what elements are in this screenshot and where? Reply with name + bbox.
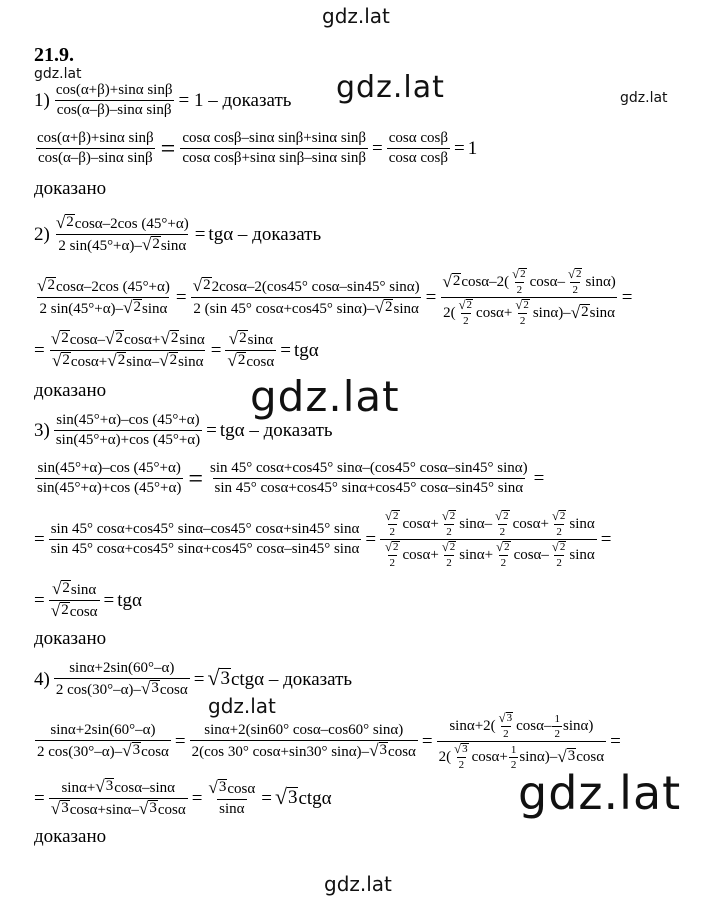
done-label: доказано xyxy=(34,178,107,199)
done-label: доказано xyxy=(34,628,107,649)
problem-label: 4) xyxy=(34,668,50,690)
problem-label: 3) xyxy=(34,419,50,441)
problem-label: 2) xyxy=(34,223,50,245)
exercise-number: 21.9. xyxy=(34,44,74,66)
problem-2-solution-line-1: √ 2 cosα–2cos (45°+α) 2 sin(45°+α)– √ 2 sinα = √ 2 2cosα–2(cos45° cosα–sin45° sinα) 2 (sin 45° cosα+cos45° sinα)– √ 2 sinα = √ 2 cosα–2( √ 2 2 cosα– √ 2 2 sinα) 2( √ 2 2 cosα+ √ 2 2 sinα)– √ 2 sinα = xyxy=(37,267,633,327)
problem-4-solution-line-1: sinα+2sin(60°–α) 2 cos(30°–α)– √ 3 cosα = sinα+2(sin60° cosα–cos60° sinα) 2(cos 30° cosα+sin30° sinα)– √ 3 cosα = sinα+2( √ 3 2 cosα– $\frac{1}{2}$ sinα) 2( √ 3 2 cosα+ $\frac{1}{2}$ sinα)– √ 3 cosα = xyxy=(37,711,621,771)
problem-2-statement: 2) √ 2 cosα–2cos (45°+α) 2 sin(45°+α)– √ 2 sinα = tgα – доказать xyxy=(34,213,322,254)
problem-2-solution-line-2: = √ 2 cosα– √ 2 cosα+ √ 2 sinα √ 2 cosα+ √ 2 sinα– √ 2 sinα = √ 2 sinα √ 2 cosα = tgα xyxy=(34,329,319,370)
problem-4-solution-line-2: = sinα+ √ 3 cosα–sinα √ 3 cosα+sinα– √ 3 cosα = √ 3 cosα sinα = √ 3 ctgα xyxy=(34,777,332,818)
problem-1-solution: $\frac{\text{cos(α+β)+sinα sinβ}}{\text{cos(α–β)–sinα sinβ}}$ = $\frac{\text{cosα cosβ–sinα sinβ+sinα sinβ}}{\text{cosα cosβ+sinα sinβ–sinα sinβ}}$ = $\frac{\text{cosα cosβ}}{\text{cosα cosβ}}$ = 1 xyxy=(37,130,478,166)
watermark: gdz.lat xyxy=(620,90,668,106)
problem-3-solution-line-1: $\frac{\sin(45^\circ+\alpha)-\cos (45^\circ+\alpha)}{\sin(45^\circ+\alpha)+\cos (45^\circ+\alpha)}$ = $\frac{\sin 45^\circ \cos\alpha+\cos 45^\circ \sin\alpha-(\cos 45^\circ \cos\alpha-\sin 45^\circ \sin\alpha)}{\sin 45^\circ \cos\alpha+\cos 45^\circ \sin\alpha+\cos 45^\circ \cos\alpha-\sin 45^\circ \sin\alpha}$ = xyxy=(37,460,545,496)
problem-3-solution-line-2: = $\frac{\sin 45^\circ \cos\alpha+\cos 45^\circ \sin\alpha-\cos 45^\circ \cos\alpha+\sin 45^\circ \sin\alpha}{\sin 45^\circ \cos\alpha+\cos 45^\circ \sin\alpha+\cos 45^\circ \cos\alpha-\sin 45^\circ \sin\alpha}$ = √ 2 2 cosα+ √ 2 2 sinα– √ 2 2 cosα+ √ 2 2 sinα √ 2 2 cosα+ √ 2 2 sinα+ √ 2 2 cosα– √ 2 2 sinα = xyxy=(34,509,612,569)
watermark: gdz.lat xyxy=(518,766,682,820)
done-label: доказано xyxy=(34,826,107,847)
watermark: gdz.lat xyxy=(324,872,392,896)
watermark: gdz.lat xyxy=(336,70,445,105)
done-label: доказано xyxy=(34,380,107,401)
problem-3-solution-line-3: = √ 2 sinα √ 2 cosα = tgα xyxy=(34,579,142,620)
watermark: gdz.lat xyxy=(34,66,82,82)
problem-label: 1) xyxy=(34,89,50,111)
watermark: gdz.lat xyxy=(208,694,276,718)
problem-1-statement: 1) $\frac{\text{cos(α+β)+sinα sinβ}}{\text{cos(α–β)–sinα sinβ}}$ = 1 – доказать xyxy=(34,82,292,118)
problem-4-statement: 4) sinα+2sin(60°–α) 2 cos(30°–α)– √ 3 cosα = √ 3 ctgα – доказать xyxy=(34,660,353,698)
problem-3-statement: 3) $\frac{\sin(45^\circ+\alpha)-\cos (45^\circ+\alpha)}{\sin(45^\circ+\alpha)+\cos (45^\circ+\alpha)}$ = tgα – доказать xyxy=(34,412,333,448)
watermark: gdz.lat xyxy=(322,4,390,28)
watermark: gdz.lat xyxy=(250,372,400,421)
